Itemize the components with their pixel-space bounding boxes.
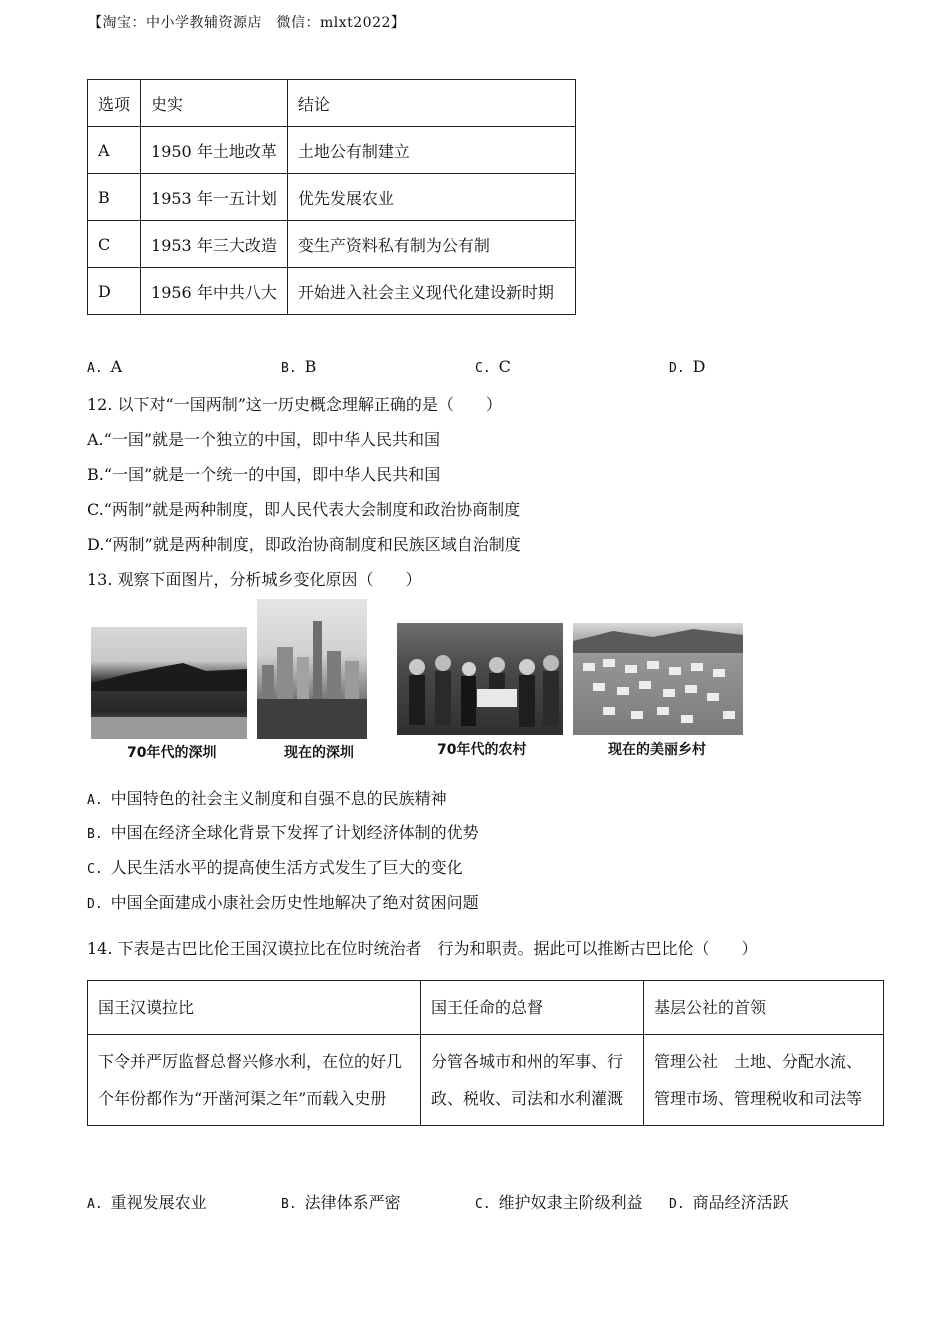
option-d[interactable]: D. D	[669, 357, 706, 376]
table-cell: 分管各城市和州的军事、行政、税收、司法和水利灌溉	[421, 1035, 644, 1126]
table-cell: D	[88, 268, 141, 315]
option-c[interactable]: C. 人民生活水平的提高使生活方式发生了巨大的变化	[87, 858, 463, 877]
option-b[interactable]: B. 中国在经济全球化背景下发挥了计划经济体制的优势	[87, 823, 479, 842]
table-header-cell: 史实	[141, 80, 288, 127]
table-header-row	[88, 80, 576, 127]
table-header-cell: 国王汉谟拉比	[88, 981, 421, 1035]
photo-caption: 现在的美丽乡村	[608, 742, 706, 758]
option-c[interactable]: C.“两制”就是两种制度，即人民代表大会制度和政治协商制度	[87, 500, 521, 519]
table-row	[88, 127, 576, 174]
table-cell: 1953 年一五计划	[141, 174, 288, 221]
table-cell: 管理公社 土地、分配水流、管理市场、管理税收和司法等	[644, 1035, 884, 1126]
table-cell: 优先发展农业	[287, 174, 575, 221]
option-b[interactable]: B.“一国”就是一个统一的中国，即中华人民共和国	[87, 465, 441, 484]
table-cell: 1953 年三大改造	[141, 221, 288, 268]
table-cell: A	[88, 127, 141, 174]
history-table	[87, 79, 576, 315]
table-cell: B	[88, 174, 141, 221]
option-d[interactable]: D. 商品经济活跃	[669, 1193, 789, 1212]
option-a[interactable]: A.“一国”就是一个独立的中国，即中华人民共和国	[87, 430, 441, 449]
option-c[interactable]: C. 维护奴隶主阶级利益	[475, 1193, 643, 1212]
photo-caption: 70年代的农村	[437, 742, 527, 758]
table-cell: 变生产资料私有制为公有制	[287, 221, 575, 268]
question-13-stem: 13. 观察下面图片，分析城乡变化原因（ ）	[87, 570, 422, 589]
option-c[interactable]: C. C	[475, 357, 511, 376]
photo-caption: 70年代的深圳	[127, 745, 217, 761]
table-cell: C	[88, 221, 141, 268]
question-12-stem: 12. 以下对“一国两制”这一历史概念理解正确的是（ ）	[87, 395, 502, 414]
option-d[interactable]: D. 中国全面建成小康社会历史性地解决了绝对贫困问题	[87, 893, 479, 912]
photo-caption: 现在的深圳	[284, 745, 354, 761]
shenzhen-now-photo	[257, 599, 367, 739]
table-header-cell: 结论	[287, 80, 575, 127]
table-header-row	[88, 981, 884, 1035]
option-d[interactable]: D.“两制”就是两种制度，即政治协商制度和民族区域自治制度	[87, 535, 521, 554]
table-cell: 土地公有制建立	[287, 127, 575, 174]
table-row	[88, 221, 576, 268]
table-row	[88, 268, 576, 315]
page-header: 【淘宝：中小学教辅资源店 微信：mlxt2022】	[88, 15, 406, 31]
table-row	[88, 1035, 884, 1126]
shenzhen-1970s-photo	[91, 627, 247, 739]
table-header-cell: 基层公社的首领	[644, 981, 884, 1035]
table-header-cell: 国王任命的总督	[421, 981, 644, 1035]
table-cell: 开始进入社会主义现代化建设新时期	[287, 268, 575, 315]
table-cell: 1956 年中共八大	[141, 268, 288, 315]
option-a[interactable]: A. A	[87, 357, 123, 376]
countryside-now-photo	[573, 623, 743, 735]
option-b[interactable]: B. B	[281, 357, 317, 376]
babylon-table	[87, 980, 884, 1126]
countryside-1970s-photo	[397, 623, 563, 735]
table-row	[88, 174, 576, 221]
option-a[interactable]: A. 重视发展农业	[87, 1193, 207, 1212]
photo-strip	[87, 597, 747, 765]
question-14-stem: 14. 下表是古巴比伦王国汉谟拉比在位时统治者 行为和职责。据此可以推断古巴比伦（ ）	[87, 939, 758, 958]
option-a[interactable]: A. 中国特色的社会主义制度和自强不息的民族精神	[87, 789, 447, 808]
table-cell: 1950 年土地改革	[141, 127, 288, 174]
table-cell: 下令并严厉监督总督兴修水利，在位的好几个年份都作为“开凿河渠之年”而载入史册	[88, 1035, 421, 1126]
table-header-cell: 选项	[88, 80, 141, 127]
option-b[interactable]: B. 法律体系严密	[281, 1193, 401, 1212]
